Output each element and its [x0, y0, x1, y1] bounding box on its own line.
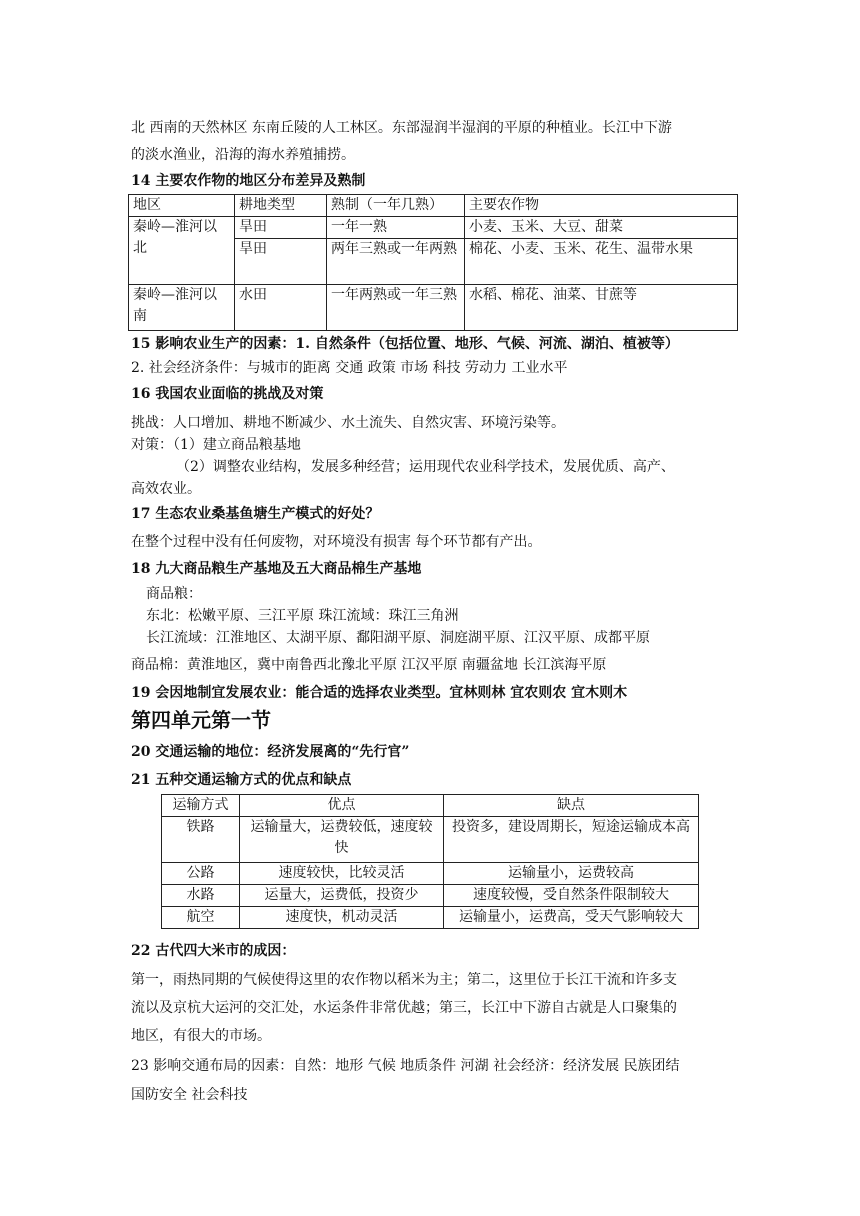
crop-distribution-table	[128, 194, 738, 331]
heading-16: 16 我国农业面临的挑战及对策	[131, 386, 324, 402]
paragraph-grain-northeast: 东北：松嫩平原、三江平原 珠江流域：珠江三角洲	[146, 608, 459, 624]
paragraph-grain-yangtze: 长江流域：江淮地区、太湖平原、鄱阳湖平原、洞庭湖平原、江汉平原、成都平原	[146, 630, 650, 646]
cell-mode: 航空	[162, 907, 240, 929]
cell-cons: 运输量小，运费高，受天气影响较大	[444, 907, 699, 929]
paragraph-22-3: 地区，有很大的市场。	[131, 1028, 271, 1044]
cell-crops: 水稻、棉花、油菜、甘蔗等	[465, 285, 738, 331]
paragraph-17: 在整个过程中没有任何废物，对环境没有损害 每个环节都有产出。	[131, 534, 542, 550]
table-header-row	[162, 795, 699, 817]
paragraph-23-2: 国防安全 社会科技	[131, 1087, 248, 1103]
cell-mode: 水路	[162, 885, 240, 907]
header-main-crops: 主要农作物	[465, 195, 738, 217]
header-pros: 优点	[240, 795, 444, 817]
cell-pros: 运量大，运费低，投资少	[240, 885, 444, 907]
cell-pros: 速度快，机动灵活	[240, 907, 444, 929]
cell-land: 水田	[235, 285, 327, 331]
table-row	[162, 817, 699, 863]
paragraph-22-1: 第一，雨热同期的气候使得这里的农作物以稻米为主；第二，这里位于长江干流和许多支	[131, 972, 677, 988]
header-cons: 缺点	[444, 795, 699, 817]
section-title: 第四单元第一节	[131, 708, 271, 732]
table-row	[129, 285, 738, 331]
heading-20: 20 交通运输的地位：经济发展离的“先行官”	[131, 744, 410, 760]
table-row	[129, 217, 738, 239]
cell-crop-system: 一年一熟	[327, 217, 465, 239]
heading-15-text: 15 影响农业生产的因素：1. 自然条件（包括位置、地形、气候、河流、湖泊、植被等）	[131, 336, 679, 352]
paragraph-15-social: 2. 社会经济条件：与城市的距离 交通 政策 市场 科技 劳动力 工业水平	[131, 360, 568, 376]
paragraph-measure-1: 对策：（1）建立商品粮基地	[131, 437, 301, 453]
paragraph-22-2: 流以及京杭大运河的交汇处，水运条件非常优越；第三，长江中下游自古就是人口聚集的	[131, 1000, 677, 1016]
header-land-type: 耕地类型	[235, 195, 327, 217]
cell-crops: 棉花、小麦、玉米、花生、温带水果	[465, 239, 738, 285]
paragraph-forestry: 北 西南的天然林区 东南丘陵的人工林区。东部湿润半湿润的平原的种植业。长江中下游	[131, 120, 672, 136]
heading-15	[131, 334, 679, 354]
heading-19: 19 会因地制宜发展农业：能合适的选择农业类型。宜林则林 宜农则农 宜木则木	[131, 685, 628, 701]
transport-modes-table	[161, 794, 699, 929]
cell-land: 旱田	[235, 239, 327, 285]
paragraph-fishery: 的淡水渔业，沿海的海水养殖捕捞。	[131, 147, 355, 163]
heading-21: 21 五种交通运输方式的优点和缺点	[131, 772, 352, 788]
heading-17: 17 生态农业桑基鱼塘生产模式的好处？	[131, 506, 380, 522]
cell-mode: 公路	[162, 863, 240, 885]
cell-land: 旱田	[235, 217, 327, 239]
paragraph-measure-2: （2）调整农业结构，发展多种经营；运用现代农业科学技术，发展优质、高产、	[176, 459, 675, 475]
table-row	[162, 863, 699, 885]
table-row	[162, 907, 699, 929]
cell-crops: 小麦、玉米、大豆、甜菜	[465, 217, 738, 239]
table-header-row	[129, 195, 738, 217]
cell-mode: 铁路	[162, 817, 240, 863]
paragraph-cotton: 商品棉：黄淮地区，冀中南鲁西北豫北平原 江汉平原 南疆盆地 长江滨海平原	[131, 657, 607, 673]
header-region: 地区	[129, 195, 235, 217]
cell-cons: 投资多，建设周期长，短途运输成本高	[444, 817, 699, 863]
header-mode: 运输方式	[162, 795, 240, 817]
header-cropping-system: 熟制（一年几熟）	[327, 195, 465, 217]
paragraph-23-1: 23 影响交通布局的因素：自然：地形 气候 地质条件 河湖 社会经济：经济发展 民族团结	[131, 1058, 680, 1074]
paragraph-grain-label: 商品粮：	[146, 586, 202, 602]
cell-region-north: 秦岭—淮河以北	[129, 217, 235, 285]
cell-region-south: 秦岭—淮河以南	[129, 285, 235, 331]
heading-14: 14 主要农作物的地区分布差异及熟制	[131, 173, 366, 189]
heading-18: 18 九大商品粮生产基地及五大商品棉生产基地	[131, 561, 422, 577]
paragraph-measure-2-cont: 高效农业。	[131, 481, 201, 497]
table-row	[162, 885, 699, 907]
cell-pros: 运输量大，运费较低，速度较快	[240, 817, 444, 863]
cell-cons: 运输量小，运费较高	[444, 863, 699, 885]
cell-pros: 速度较快，比较灵活	[240, 863, 444, 885]
cell-cons: 速度较慢，受自然条件限制较大	[444, 885, 699, 907]
heading-22: 22 古代四大米市的成因：	[131, 943, 296, 959]
cell-crop-system: 两年三熟或一年两熟	[327, 239, 465, 285]
paragraph-challenge: 挑战：人口增加、耕地不断减少、水土流失、自然灾害、环境污染等。	[131, 415, 565, 431]
cell-crop-system: 一年两熟或一年三熟	[327, 285, 465, 331]
